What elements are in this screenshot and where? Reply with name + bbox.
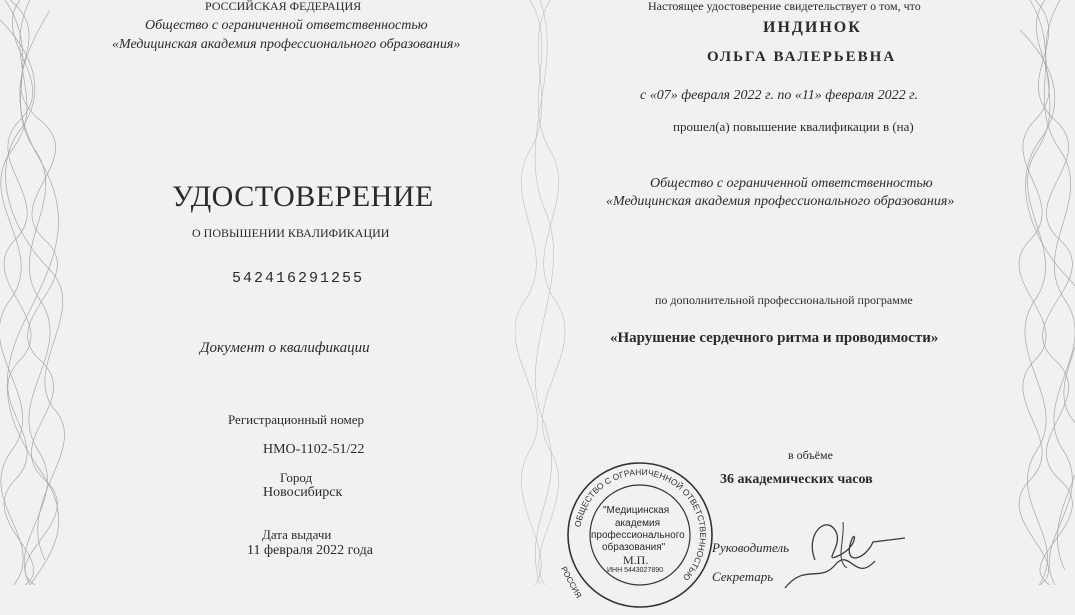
issue-date-value: 11 февраля 2022 года xyxy=(247,543,373,558)
completed-text: прошел(а) повышение квалификации в (на) xyxy=(673,119,914,134)
stamp-line-4: образования" xyxy=(602,542,666,553)
issuer-line-1: Общество с ограниченной ответственностью xyxy=(145,18,428,33)
right-ornament-border xyxy=(1015,0,1075,585)
intro-text: Настоящее удостоверение свидетельствует о том, что xyxy=(648,0,921,13)
secretary-signature xyxy=(780,553,900,593)
official-stamp xyxy=(559,460,715,610)
issuer-line-2: «Медицинская академия профессионального образования» xyxy=(112,37,461,52)
certificate-number: 542416291255 xyxy=(232,270,365,287)
organization-line-2: «Медицинская академия профессионального образования» xyxy=(606,194,955,209)
training-period: с «07» февраля 2022 г. по «11» февраля 2022 г. xyxy=(640,88,918,103)
stamp-line-2: академия xyxy=(615,518,660,529)
left-ornament-border xyxy=(0,0,70,585)
city-value: Новосибирск xyxy=(263,485,343,500)
holder-surname: ИНДИНОК xyxy=(763,19,862,36)
issue-date-label: Дата выдачи xyxy=(262,527,332,542)
registration-number: НМО-1102-51/22 xyxy=(263,442,365,457)
program-name: «Нарушение сердечного ритма и проводимости» xyxy=(610,330,939,346)
volume-label: в объёме xyxy=(788,448,833,462)
stamp-inn: ИНН 5443027890 xyxy=(607,567,664,574)
head-label: Руководитель xyxy=(712,540,790,555)
certificate-title: УДОСТОВЕРЕНИЕ xyxy=(172,180,434,213)
left-ornament xyxy=(0,0,70,585)
stamp-line-3: профессионального xyxy=(591,530,685,541)
certificate-subtitle: О ПОВЫШЕНИИ КВАЛИФИКАЦИИ xyxy=(192,226,390,240)
stamp-ring-text: ОБЩЕСТВО С ОГРАНИЧЕННОЙ ОТВЕТСТВЕННОСТЬЮ xyxy=(572,466,709,583)
secretary-label: Секретарь xyxy=(712,569,774,584)
organization-line-1: Общество с ограниченной ответственностью xyxy=(650,176,933,191)
program-label: по дополнительной профессиональной программе xyxy=(655,293,913,307)
document-type: Документ о квалификации xyxy=(200,340,370,356)
registration-label: Регистрационный номер xyxy=(228,412,364,427)
stamp-mp: М.П. xyxy=(623,553,649,567)
country-label: РОССИЙСКАЯ ФЕДЕРАЦИЯ xyxy=(205,0,362,13)
stamp-line-1: "Медицинская xyxy=(603,505,670,516)
holder-name: ОЛЬГА ВАЛЕРЬЕВНА xyxy=(707,49,897,65)
right-ornament xyxy=(1015,0,1075,585)
volume-value: 36 академических часов xyxy=(720,472,873,487)
stamp-bottom-text: РОССИЯ xyxy=(559,565,584,600)
city-label: Город xyxy=(280,470,313,485)
